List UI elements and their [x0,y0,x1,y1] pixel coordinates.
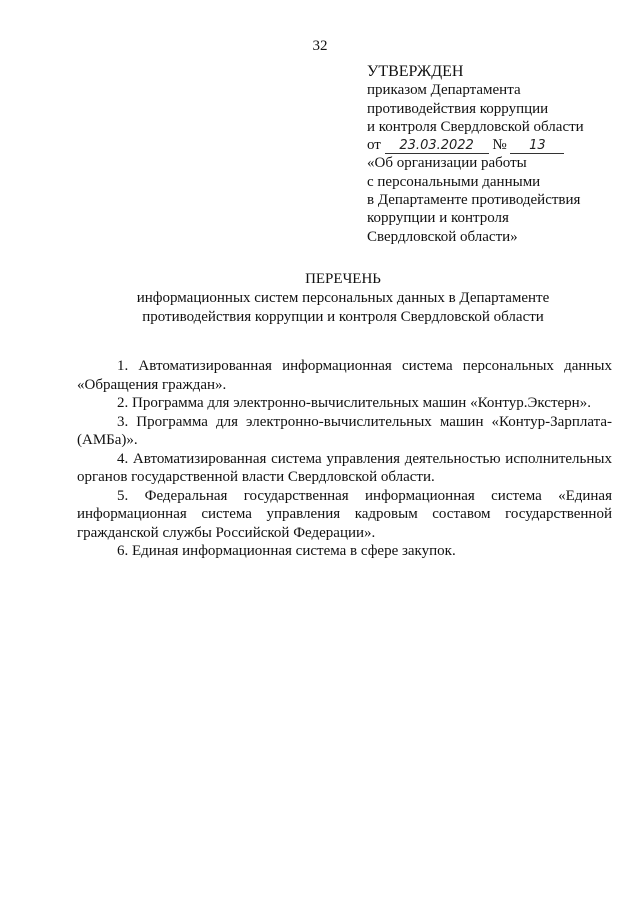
date-prefix: от [367,137,381,154]
list-item: 1. Автоматизированная информационная система персональных данных «Обращения граждан». [77,358,612,393]
list-item: 5. Федеральная государственная информационная система «Единая информационная система управления кадровым составом государственной гражданской службы Российской Федерации». [77,487,612,541]
list-item: 2. Программа для электронно-вычислительных машин «Контур.Экстерн». [117,395,591,411]
approval-title: УТВЕРЖДЕН [367,63,464,80]
approval-subject-line: «Об организации работы [367,155,527,172]
number-sign: № [492,137,507,154]
list-item: 4. Автоматизированная система управления деятельностью исполнительных органов государственной власти Свердловской области. [77,450,612,485]
systems-list [77,357,612,561]
approval-subject-line: в Департаменте противодействия [367,192,581,209]
heading-subtitle: информационных систем персональных данных в Департаменте [136,290,550,306]
approval-subject-line: коррупции и контроля [367,210,509,227]
approval-block [367,63,617,246]
approval-line: противодействия коррупции [367,100,549,117]
approval-line: и контроля Свердловской области [367,118,584,135]
heading-subtitle: противодействия коррупции и контроля Свердловской области [142,309,544,325]
page-number: 32 [312,38,328,54]
document-heading [0,270,640,327]
approval-line: приказом Департамента [367,82,521,99]
approval-date-line [367,136,617,154]
approval-subject-line: с персональными данными [367,173,541,190]
handwritten-date: 23.03.2022 [385,138,489,154]
list-item: 3. Программа для электронно-вычислительных машин «Контур-Зарплата-(АМБа)». [77,413,612,448]
list-item: 6. Единая информационная система в сфере закупок. [117,543,456,559]
heading-title: ПЕРЕЧЕНЬ [305,271,381,287]
handwritten-number: 13 [510,138,564,154]
approval-subject-line: Свердловской области» [367,228,518,245]
